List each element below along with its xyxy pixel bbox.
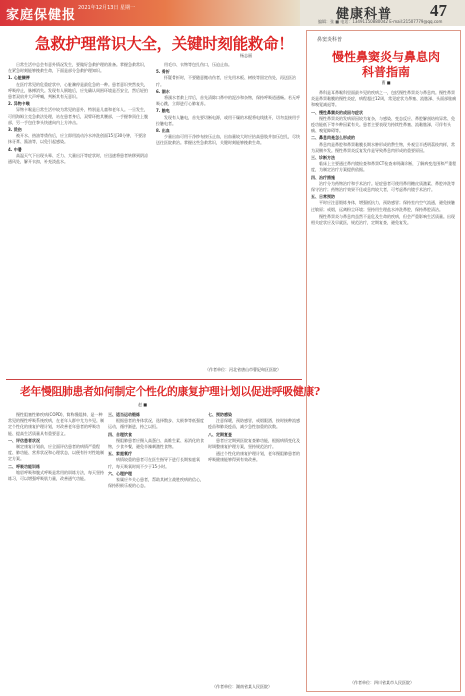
subheading: 四、合理饮食	[108, 431, 132, 437]
paragraph: 鼻科是耳鼻喉科里面最多见的疾病之一，包括慢性鼻窦炎与鼻息肉。慢性鼻窦炎是鼻窦黏膜的慢性炎症，病程超过12周，常见症状为鼻塞、流脓涕、头面部胀痛和嗅觉减退等。	[311, 90, 457, 108]
article3-credit: （作者单位：四川省某市人民医院）	[350, 680, 414, 685]
paragraph: 日常生活中总会有意外情况发生，要做好急救护理的准备。掌握急救常识，在紧急时刻能够挽救生命，下面是部分急救护理知识。	[8, 62, 148, 74]
subheading: 三、适当运动锻炼	[108, 412, 140, 417]
article2-byline: 赵 ■	[138, 402, 148, 407]
paragraph: 制定康复计划前，应全面评估患者的病情严重程度、肺功能、营养状况和心理状态，以便有针对性地制定方案。	[8, 444, 104, 462]
article1-byline: 杨志丽	[240, 53, 252, 58]
subheading: 2. 异物卡喉	[8, 101, 30, 107]
article3-kicker: 鼻窦炎科普	[317, 37, 343, 43]
paragraph: 怀疑骨折时，不要随意搬动伤者，应先用木板、树枝等固定伤处，再送医治疗。	[156, 75, 296, 87]
section-divider	[6, 379, 302, 380]
section-title: 健康科普	[336, 7, 393, 22]
paragraph: 慢性鼻窦炎与鼻息肉虽然不是危及生命的疾病，但会严重影响生活质量。出现相关症状应及早就医，规范治疗，定期复查，避免复发。	[311, 213, 455, 226]
subheading: 二、呼吸功能训练	[8, 463, 40, 469]
article2-headline: 老年慢阻肺患者如何制定个性化的康复护理计划以促进呼吸健康?	[20, 385, 320, 398]
paragraph: 根据患者的身体状况，选择散步、太极拳等低强度运动，循序渐进，持之以恒。	[108, 418, 204, 430]
paragraph: 用毛巾、衣物等包扎伤口，压迫止血。	[164, 62, 232, 67]
article1-credit: （作者单位：河北省唐山市曹妃甸区医院）	[205, 367, 281, 372]
subheading: 3. 烫伤	[8, 127, 22, 133]
subheading: 三、诊断方法	[311, 155, 335, 161]
subheading: 6. 溺水	[156, 88, 170, 94]
masthead	[0, 0, 465, 26]
subheading: 8. 出血	[156, 128, 170, 134]
article3-body	[311, 90, 457, 676]
subheading: 八、定期复查	[208, 431, 232, 437]
subheading: 5. 骨折	[156, 69, 170, 75]
paragraph: 缩唇呼吸和腹式呼吸是常用的训练方法，每天坚持练习，可以增强呼吸肌力量，改善通气功能。	[8, 469, 104, 482]
article2-column-3	[208, 412, 302, 682]
paragraph: 注意保暖，预防感冒，戒烟限酒，按时接种流感疫苗和肺炎疫苗，减少急性加重的次数。	[208, 418, 300, 430]
subheading: 五、日常预防	[311, 194, 335, 200]
paragraph: 平时应注意锻炼身体，增强抵抗力，预防感冒；保持室内空气流通，避免接触过敏原；戒烟，远离粉尘环境；坚持用生理盐水冲洗鼻腔，保持鼻腔清洁。	[311, 200, 455, 212]
article1-column-1	[8, 62, 148, 378]
subheading: 一、慢性鼻窦炎的成因与症状	[311, 109, 363, 115]
paragraph: 少量出血可用干净纱布按压止血，出血量较大时应抬高患肢并加压包扎，尽快送往医院救治。掌握这些急救常识，关键时刻能够挽救生命。	[156, 134, 300, 146]
article2-column-1	[8, 412, 104, 692]
paragraph: 临床上主要通过鼻内镜检查和鼻窦CT检查来明确诊断，了解病变范围和严重程度，为制定治疗方案提供依据。	[311, 161, 457, 173]
paragraph: 病情较重的患者可在医生指导下进行长期家庭氧疗，每天吸氧时间不少于15小时。	[108, 457, 200, 469]
paragraph: 通过个性化的康复护理计划，老年慢阻肺患者的呼吸健康能够得到有效改善。	[208, 451, 300, 463]
article2-column-2	[108, 412, 204, 692]
issue-date: 2021年12月13日 星期一	[78, 5, 136, 11]
subheading: 1. 心脏骤停	[8, 75, 30, 81]
subheading: 四、治疗措施	[311, 174, 335, 180]
paragraph: 在医疗常见的危重症状中，心脏骤停是最危急的一种。患者意识突然丧失，呼吸停止，脉搏消失。发现有人倒地后，应先确认周围环境是否安全，然后轻拍患者双肩并大声呼喊，判断其有无意识。	[8, 81, 148, 100]
subheading: 六、心理护理	[108, 470, 132, 476]
subheading: 五、家庭氧疗	[108, 451, 132, 457]
article3-title-line1: 慢性鼻窦炎与鼻息肉	[331, 50, 440, 64]
article1-column-2	[156, 62, 300, 362]
paragraph: 治疗分为药物治疗和手术治疗。轻症患者可使用鼻用糖皮质激素、鼻腔冲洗等保守治疗；药物治疗效果不佳或息肉较大者，可考虑鼻内镜手术治疗。	[311, 180, 455, 193]
subheading: 7. 触电	[156, 108, 170, 114]
paragraph: 将溺水者救上岸后，首先清除口鼻中的泥沙和杂物，保持呼吸道通畅。若无呼吸心跳，立即进行心肺复苏。	[156, 95, 300, 107]
paragraph: 患者应定期到医院复查肺功能，根据病情变化及时调整康复护理方案，坚持规范治疗。	[208, 437, 300, 450]
subheading: 4. 中暑	[8, 146, 22, 152]
paragraph: 慢阻肺患者应摄入高蛋白、高维生素、易消化的食物，少食多餐，避免辛辣刺激性食物。	[108, 437, 204, 450]
subheading: 二、鼻息肉是怎么形成的	[311, 135, 355, 141]
article3-title-line2: 科普指南	[361, 65, 410, 79]
page-number: 47	[430, 1, 447, 20]
paragraph: 慢性鼻窦炎的发病原因较为复杂，与感染、变态反应、鼻腔解剖结构异常、免疫功能低下等多种因素有关。患者主要表现为持续性鼻塞、流黏脓涕，可伴有头痛、嗅觉障碍等。	[311, 115, 455, 134]
article2-credit: （作者单位：湖南省某人民医院）	[212, 684, 272, 689]
subheading: 一、评估患者状况	[8, 437, 40, 443]
paragraph: 高温天气下出现头晕、乏力、大量出汗等症状时，应迅速将患者转移到阴凉通风处，解开衣扣，补充淡盐水。	[8, 152, 148, 165]
subheading: 七、预防感染	[208, 412, 232, 417]
paragraph: 异物卡喉是日常生活中较为常见的意外，特别是儿童和老年人。一旦发生，可用海姆立克急救法处理，站在患者身后，双臂环抱其腰部，一手握拳顶住上腹部，另一手包住拳头快速向内上方冲击。	[8, 107, 148, 125]
newspaper-title: 家庭保健报	[6, 8, 77, 23]
editor-info: 编辑：张 ■ 电话：13491150880042 E-mail:21507779@qq.com	[318, 19, 443, 24]
paragraph: 被开水、热油等烫伤后，应立即用流动冷水冲洗创面15至30分钟，不要涂抹牙膏、酱油等，以免引起感染。	[8, 133, 147, 145]
article3-author: 曹 ■	[381, 80, 391, 85]
paragraph: 发现有人触电，首先要切断电源，或用干燥的木棍将电线挑开，切勿直接用手拉触电者。	[156, 114, 300, 126]
article1-headline: 急救护理常识大全，关键时刻能救命！	[35, 34, 294, 53]
paragraph: 家属应多关心患者，帮助其树立战胜疾病的信心，保持积极乐观的心态。	[108, 477, 204, 489]
paragraph: 慢性阻塞性肺疾病(COPD)，简称慢阻肺，是一种常见的慢性呼吸系统疾病，在老年人群中尤为多见。制定个性化的康复护理计划，对改善老年患者的呼吸功能、提高生活质量具有重要意义。	[8, 412, 104, 436]
paragraph: 鼻息肉是鼻腔和鼻窦黏膜长期水肿形成的赘生物，外观呈半透明荔枝肉样，常为双侧多发。慢性鼻窦炎反复发作是导致鼻息肉形成的重要原因。	[311, 141, 455, 153]
